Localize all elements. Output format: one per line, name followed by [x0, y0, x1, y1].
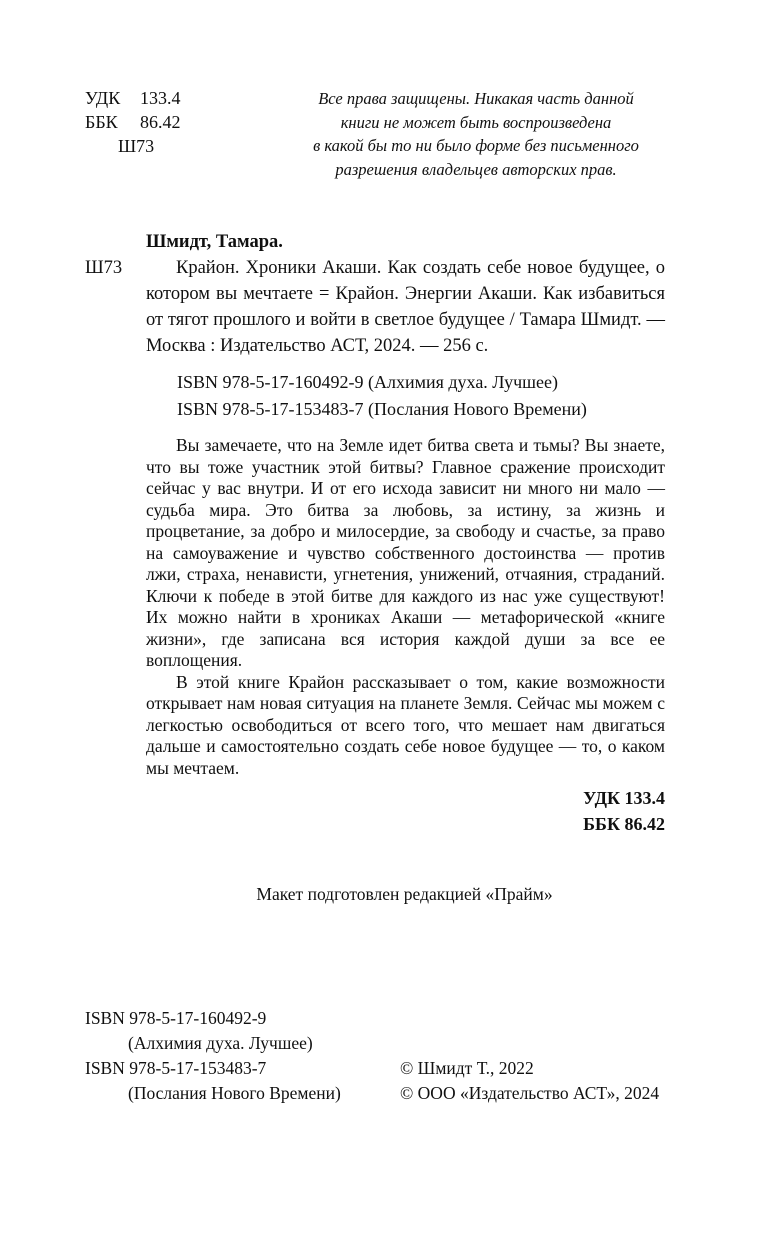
copyright-line: © ООО «Издательство АСТ», 2024: [400, 1083, 660, 1103]
author-sign: Ш73: [118, 136, 155, 156]
bbk-bottom: ББК 86.42: [583, 814, 665, 834]
imprint-note: Макет подготовлен редакцией «Прайм»: [256, 884, 553, 904]
footer-isbn-series: (Послания Нового Времени): [128, 1083, 341, 1103]
author-heading: Шмидт, Тамара.: [146, 232, 283, 252]
copyright-line: © Шмидт Т., 2022: [400, 1058, 534, 1078]
classification-codes: [85, 86, 181, 158]
codes-bottom: [85, 785, 665, 837]
catalog-sign: Ш73: [85, 258, 123, 278]
rights-line: книги не может быть воспроизведена: [340, 112, 612, 132]
isbn-block: [177, 369, 665, 423]
bibliographic-entry-row: [85, 255, 665, 359]
bbk-label: ББК: [85, 112, 118, 132]
udk-value: 133.4: [140, 88, 181, 108]
rights-line: Все права защищены. Никакая часть данной: [318, 89, 634, 108]
annotation: [146, 435, 665, 779]
annotation-paragraph: В этой книге Крайон рассказывает о том, какие возможности открывает нам новая ситуация на планете Земля. Сейчас мы можем с легкостью освободиться от всего того, что мешает нам двигаться дальше и самостоятельно создать себе новое будущее — то, о каком мы мечтаем.: [146, 671, 665, 778]
footer-copyright-column: [400, 1006, 665, 1106]
udk-bottom: УДК 133.4: [583, 788, 665, 808]
footer-isbn-column: [85, 1006, 400, 1106]
rights-notice: [287, 87, 665, 181]
isbn-line: ISBN 978-5-17-160492-9 (Алхимия духа. Лучшее): [177, 372, 558, 392]
footer-isbn-series: (Алхимия духа. Лучшее): [128, 1033, 313, 1053]
top-row: [85, 86, 665, 181]
udk-code-line: [85, 86, 181, 110]
bibliographic-entry: Крайон. Хроники Акаши. Как создать себе новое будущее, о котором вы мечтаете = Крайон. Энергии Акаши. Как избавиться от тягот прошлого и войти в светлое будущее / Тамара Шмидт. — Москва : Издательство АСТ, 2024. — 256 с.: [146, 258, 665, 356]
isbn-line: ISBN 978-5-17-153483-7 (Послания Нового Времени): [177, 399, 587, 419]
footer-isbn: ISBN 978-5-17-153483-7: [85, 1058, 267, 1078]
footer-isbn: ISBN 978-5-17-160492-9: [85, 1008, 267, 1028]
footer: [85, 1006, 665, 1106]
rights-line: разрешения владельцев авторских прав.: [335, 159, 617, 179]
rights-line: в какой бы то ни было форме без письменного: [313, 136, 639, 155]
bbk-code-line: [85, 110, 181, 134]
udk-label: УДК: [85, 88, 121, 108]
bbk-value: 86.42: [140, 112, 181, 132]
annotation-paragraph: Вы замечаете, что на Земле идет битва света и тьмы? Вы знаете, что вы тоже участник этой битвы? Главное сражение происходит сейчас у вас внутри. И от его исхода зависит ни много ни мало — судьба мира. Это битва за любовь, за истину, за жизнь и процветание, за добро и милосердие, за свободу и счастье, за право на самоуважение и чувство собственного достоинства — против лжи, страха, ненависти, угнетения, унижений, отчаяния, страданий. Ключи к победе в этой битве для каждого из нас уже существуют! Их можно найти в хрониках Акаши — метафорической «книге жизни», где записана вся история каждой души за все ее воплощения.: [146, 435, 665, 670]
